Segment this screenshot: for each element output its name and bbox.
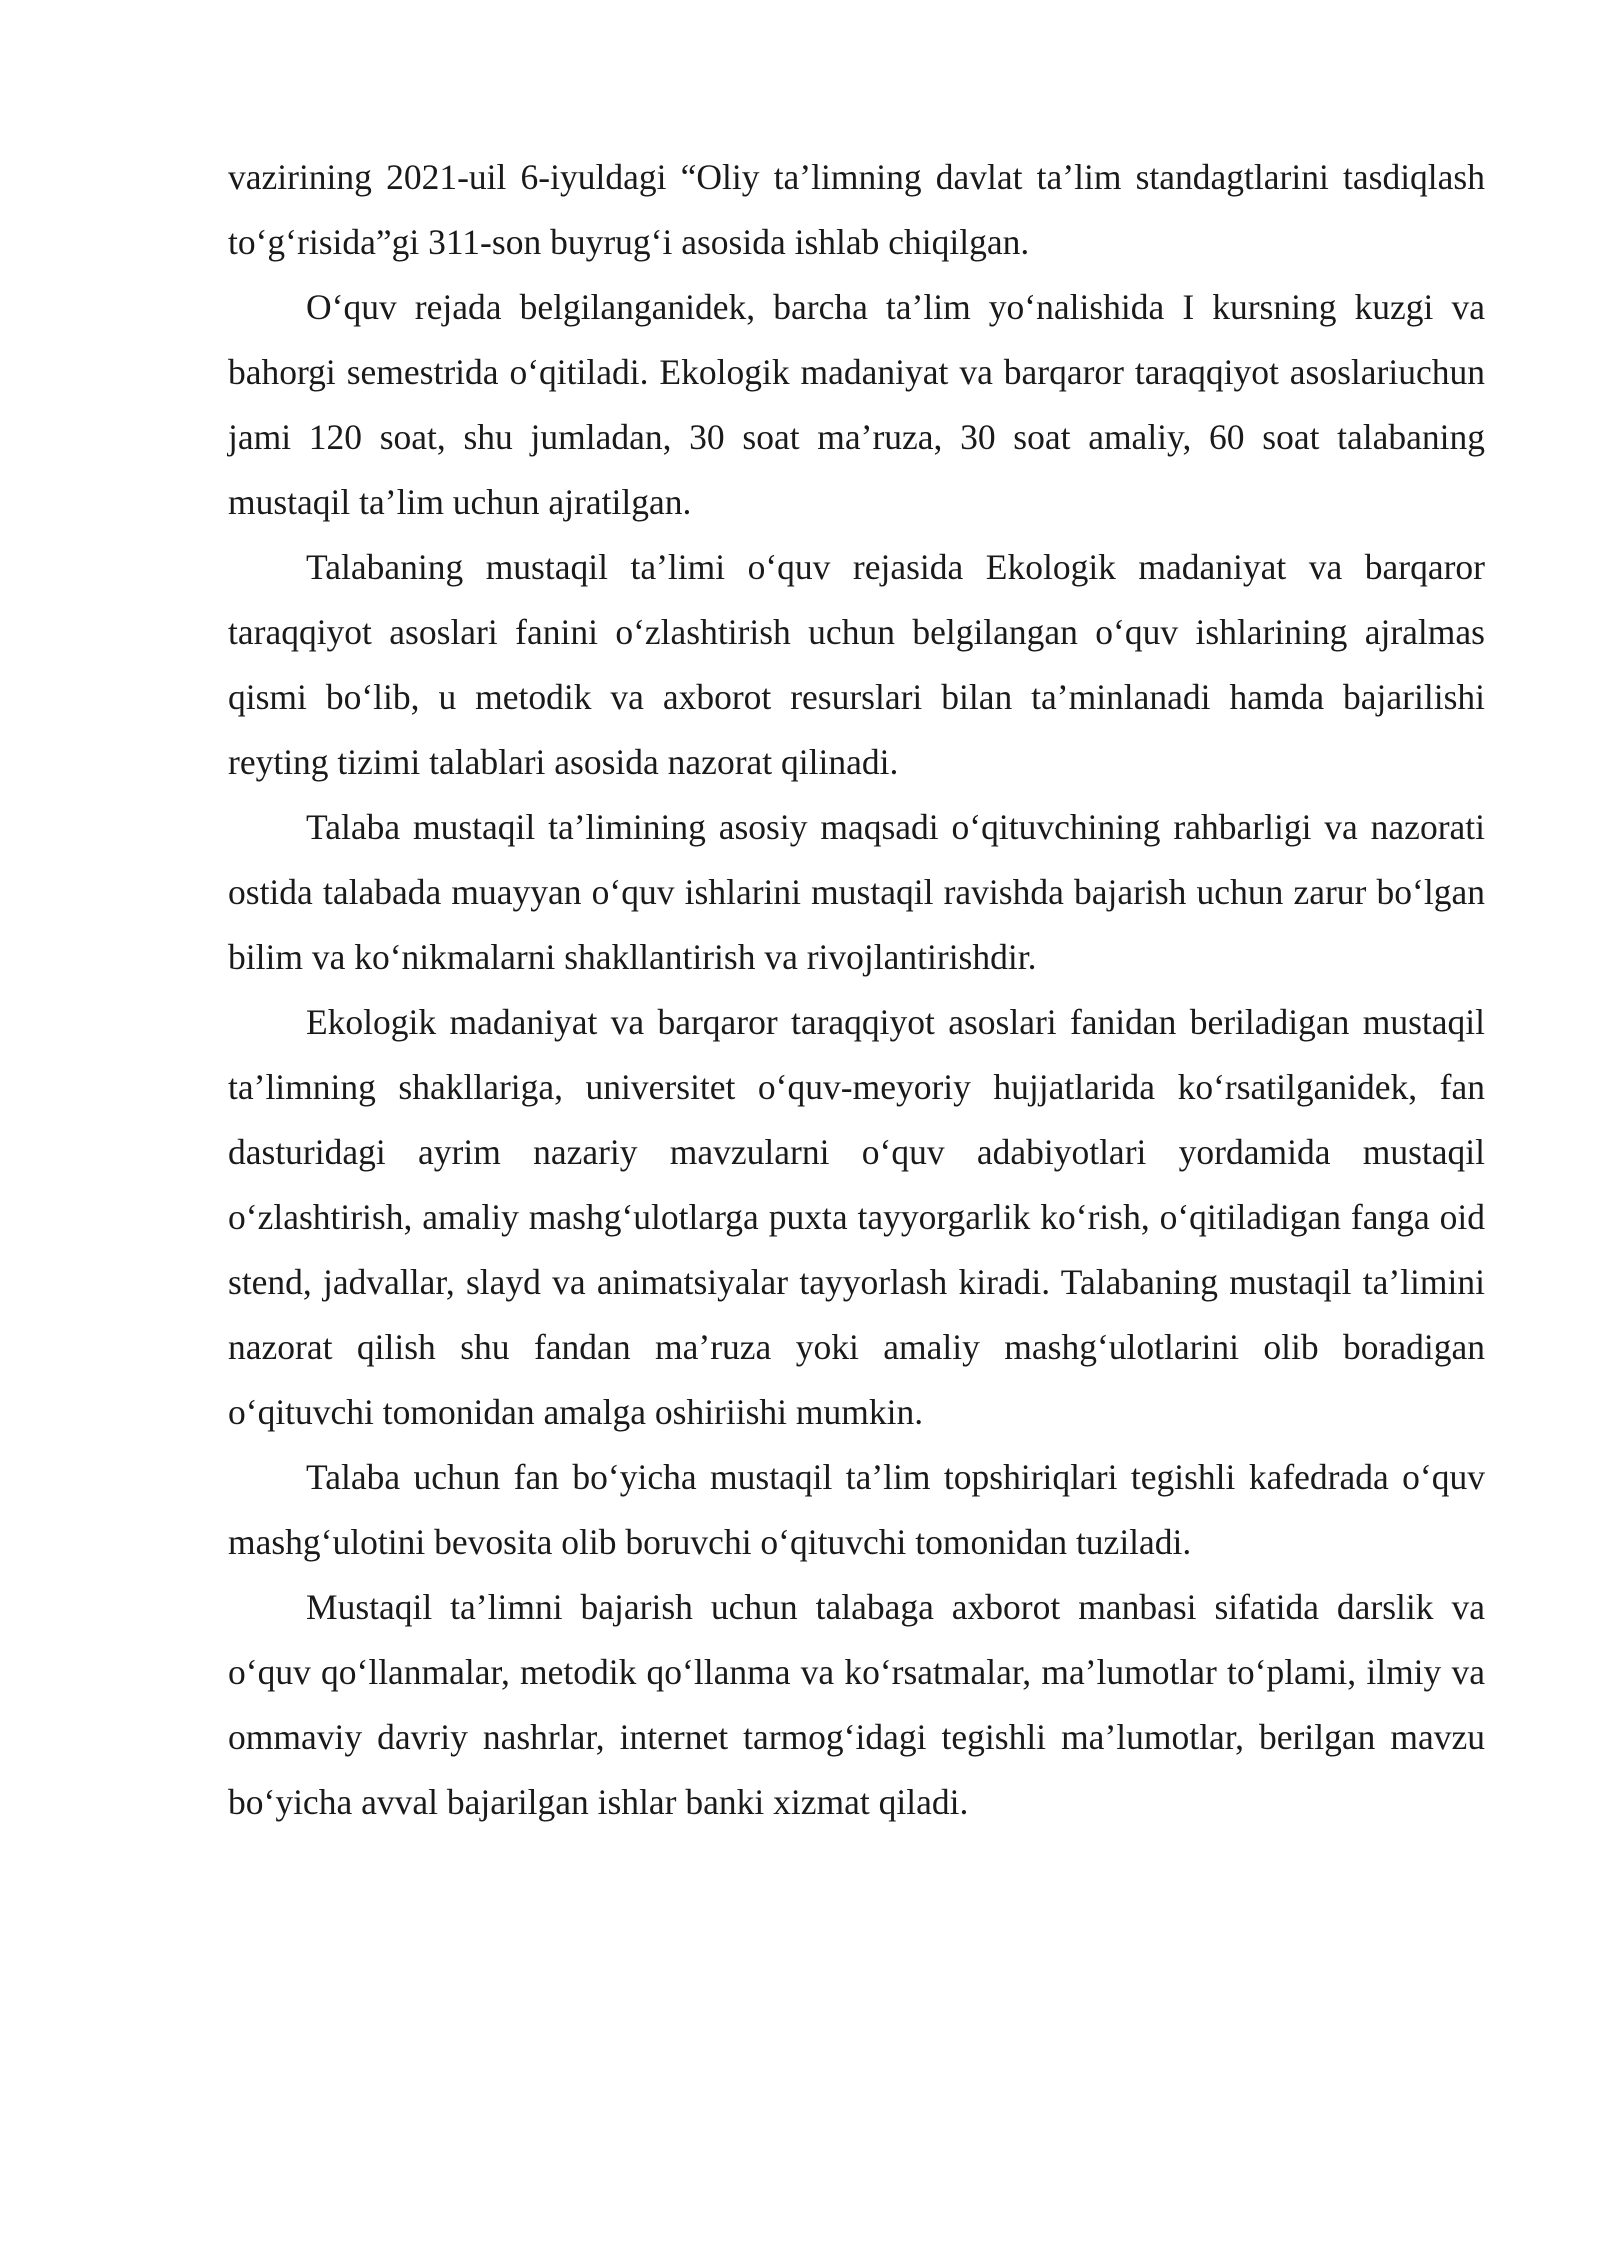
paragraph-assignments: Talaba uchun fan bo‘yicha mustaqil ta’lim topshiriqlari tegishli kafedrada o‘quv mashg‘ulotini bevosita olib boruvchi o‘qituvchi tomonidan tuziladi. (228, 1457, 1485, 1562)
paragraph-study-goal: Talaba mustaqil ta’limining asosiy maqsadi o‘qituvchining rahbarligi va nazorati ostida talabada muayyan o‘quv ishlarini mustaqil ravishda bajarish uchun zarur bo‘lgan bilim va ko‘nikmalarni shakllantirish va rivojlantirishdir. (228, 807, 1485, 977)
paragraph-curriculum: O‘quv rejada belgilanganidek, barcha ta’lim yo‘nalishida I kursning kuzgi va bahorgi semestrida o‘qitiladi. Ekologik madaniyat va barqaror taraqqiyot asoslariuchun jami 120 soat, shu jumladan, 30 soat ma’ruza, 30 soat amaliy, 60 soat talabaning mustaqil ta’lim uchun ajratilgan. (228, 287, 1485, 522)
paragraph-information-sources: Mustaqil ta’limni bajarish uchun talabaga axborot manbasi sifatida darslik va o‘quv qo‘llanmalar, metodik qo‘llanma va ko‘rsatmalar, ma’lumotlar to‘plami, ilmiy va ommaviy davriy nashrlar, internet tarmog‘idagi tegishli ma’lumotlar, berilgan mavzu bo‘yicha avval bajarilgan ishlar banki xizmat qiladi. (228, 1587, 1485, 1822)
paragraph-study-forms: Ekologik madaniyat va barqaror taraqqiyot asoslari fanidan beriladigan mustaqil ta’limning shakllariga, universitet o‘quv-meyoriy hujjatlarida ko‘rsatilganidek, fan dasturidagi ayrim nazariy mavzularni o‘quv adabiyotlari yordamida mustaqil o‘zlashtirish, amaliy mashg‘ulotlarga puxta tayyorgarlik ko‘rish, o‘qitiladigan fanga oid stend, jadvallar, slayd va animatsiyalar tayyorlash kiradi. Talabaning mustaqil ta’limini nazorat qilish shu fandan ma’ruza yoki amaliy mashg‘ulotlarini olib boradigan o‘qituvchi tomonidan amalga oshiriishi mumkin. (228, 1002, 1485, 1432)
paragraph-independent-study: Talabaning mustaqil ta’limi o‘quv rejasida Ekologik madaniyat va barqaror taraqqiyot asoslari fanini o‘zlashtirish uchun belgilangan o‘quv ishlarining ajralmas qismi bo‘lib, u metodik va axborot resurslari bilan ta’minlanadi hamda bajarilishi reyting tizimi talablari asosida nazorat qilinadi. (228, 547, 1485, 782)
document-page (228, 145, 1485, 1835)
paragraph-continuation: vazirining 2021-uil 6-iyuldagi “Oliy ta’limning davlat ta’lim standagtlarini tasdiqlash to‘g‘risida”gi 311-son buyrug‘i asosida ishlab chiqilgan. (228, 157, 1485, 262)
